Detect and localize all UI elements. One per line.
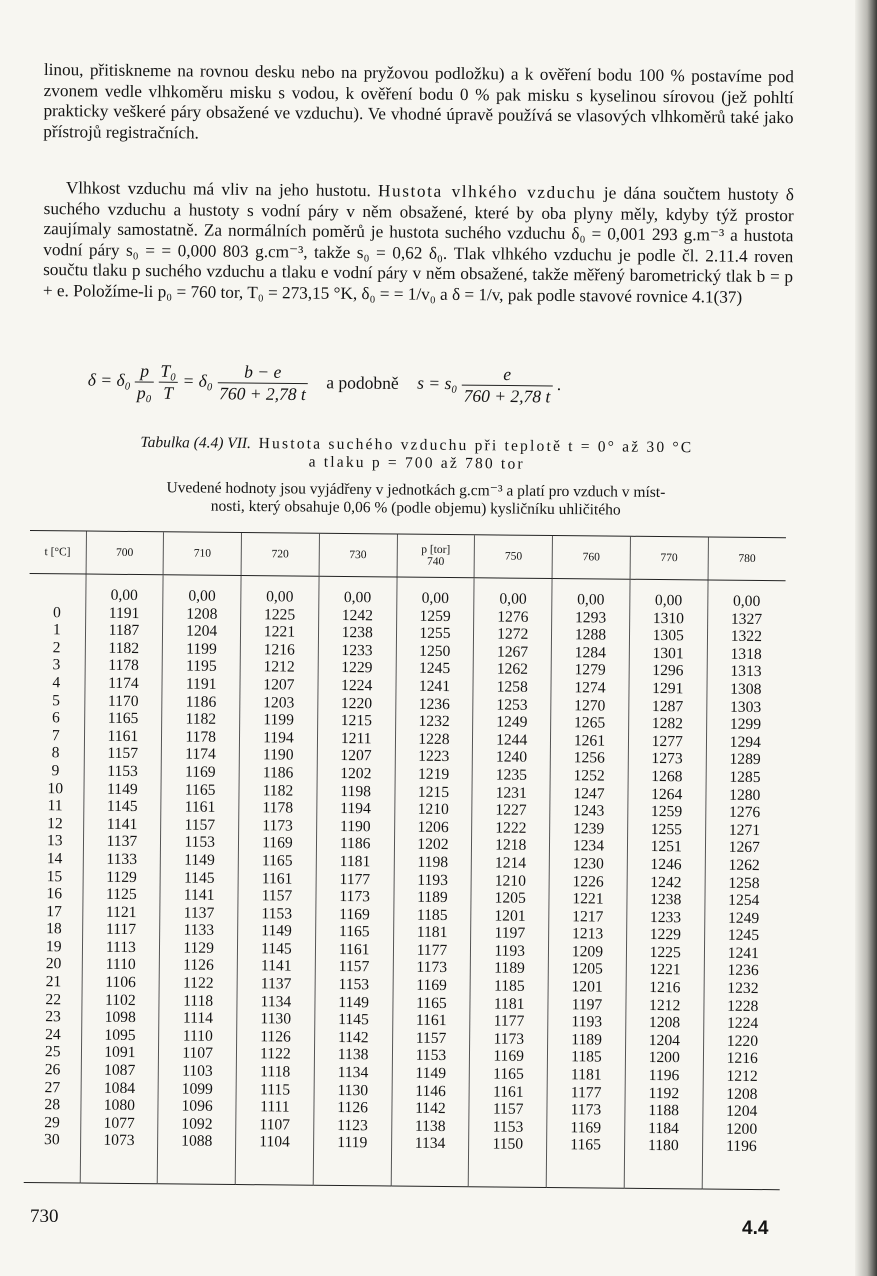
header-770: 770 <box>630 536 708 580</box>
header-720: 720 <box>241 533 319 577</box>
column-760: 0,00 1293 1288 1284 1279 1274 1270 1265 1261 1256 1252 1247 1243 1239 1234 1230 1226 1221 1217 1213 1209 1205 1201 1197 1193 1189 1185 1181 1177 1173 1169 1165 <box>546 579 630 1189</box>
formula-end: . <box>556 374 562 395</box>
column-710: 0,00 1208 1204 1199 1195 1191 1186 1182 1178 1174 1169 1165 1161 1157 1153 1149 1145 1141 1137 1133 1129 1126 1122 1118 1114 1110 1107 1103 1099 1096 1092 1088 <box>157 575 241 1185</box>
table-caption <box>44 433 790 476</box>
column-700: 0,00 1191 1187 1182 1178 1174 1170 1165 1161 1157 1153 1149 1145 1141 1137 1133 1129 1125 1121 1117 1113 1110 1106 1102 1098 1095 1091 1087 1084 1080 1077 1073 <box>80 574 164 1184</box>
formula-eq: = δ₀ <box>182 370 214 391</box>
column-720: 0,00 1225 1221 1216 1212 1207 1203 1199 1194 1190 1186 1182 1178 1173 1169 1165 1161 1157 1153 1149 1145 1141 1137 1134 1130 1126 1122 1118 1115 1111 1107 1104 <box>235 576 319 1186</box>
caption-label: Tabulka (4.4) VII. <box>140 433 252 452</box>
formula-rhs: s = s₀ <box>417 372 458 394</box>
formula-mid: a podobně <box>326 371 399 393</box>
paragraph-2-term: Hustota vlhkého vzduchu <box>378 181 597 203</box>
fraction-b-minus-e: $\frac{b - e}{760 + 2,78 t}$ <box>217 361 308 405</box>
header-710: 710 <box>163 532 241 576</box>
page-number: 730 <box>30 1206 59 1227</box>
header-740-value: 740 <box>426 555 445 568</box>
paragraph-2-body: je dána součtem hustoty δ suchého vzduchu a hustoty s vodní páry v něm obsažené, které by oba plyny měly, kdyby týž prostor zaujímaly samostatně. Za normálních poměrů je hustota suchého vzduchu δ₀ = 0,001 293 g.m⁻³ a hustota vodní páry s₀ = = 0,000 803 g.cm⁻³, takže s₀ = 0,62 δ₀. Tlak vlhkého vzduchu je podle čl. 2.11.4 roven součtu tlaku p suchého vzduchu a tlaku e vodní páry v něm obsažené, takže měřený barometrický tlak b = p + e. Položíme-li p₀ = 760 tor, T₀ = 273,15 °K, δ₀ = = 1/v₀ a δ = 1/v, pak podle stavové rovnice 4.1(37) <box>42 183 794 307</box>
fraction-p: $\frac{p}{\text{p₀}}$ <box>135 360 154 403</box>
column-770: 0,00 1310 1305 1301 1296 1291 1287 1282 1277 1273 1268 1264 1259 1255 1251 1246 1242 1238 1233 1229 1225 1221 1216 1212 1208 1204 1200 1196 1192 1188 1184 1180 <box>624 579 708 1189</box>
header-760: 760 <box>552 536 630 580</box>
temperature-column: 0 1 2 3 4 5 6 7 8 9 10 11 12 13 14 15 16 17 18 19 20 21 22 23 24 25 26 27 28 29 30 <box>24 573 86 1183</box>
density-table <box>24 530 786 1190</box>
table-header-row <box>30 531 786 581</box>
header-750: 750 <box>474 535 552 579</box>
table-body-row <box>24 573 786 1189</box>
column-730: 0,00 1242 1238 1233 1229 1224 1220 1215 1211 1207 1202 1198 1194 1190 1186 1181 1177 1173 1169 1165 1161 1157 1153 1149 1145 1142 1138 1134 1130 1126 1123 1119 <box>313 576 397 1186</box>
column-780: 0,00 1327 1322 1318 1313 1308 1303 1299 1294 1289 1285 1280 1276 1271 1267 1262 1258 1254 1249 1245 1241 1236 1232 1228 1224 1220 1216 1212 1208 1204 1200 1196 <box>702 580 786 1190</box>
column-750: 0,00 1276 1272 1267 1262 1258 1253 1249 1244 1240 1235 1231 1227 1222 1218 1214 1210 1205 1201 1197 1193 1189 1185 1181 1177 1173 1169 1165 1161 1157 1153 1150 <box>469 578 553 1188</box>
header-740 <box>397 534 475 578</box>
note-line-1: Uvedené hodnoty jsou vyjádřeny v jednotkách g.cm⁻³ a platí pro vzduch v míst- <box>166 479 666 502</box>
header-730: 730 <box>319 533 397 577</box>
paragraph-2-intro: Vlhkost vzduchu má vliv na jeho hustotu. <box>65 178 371 201</box>
density-table-wrapper <box>24 530 786 1182</box>
section-number: 4.4 <box>742 1218 769 1239</box>
density-formula <box>87 360 788 427</box>
header-temperature: t [°C] <box>30 531 86 575</box>
table-note <box>40 478 792 521</box>
caption-title-1: Hustota suchého vzduchu při teplotě t = 0° až 30 °C <box>258 435 694 457</box>
fraction-t: $\frac{\text{T₀}}{T}$ <box>158 361 178 404</box>
column-740: 0,00 1259 1255 1250 1245 1241 1236 1232 1228 1223 1219 1215 1210 1206 1202 1198 1193 1189 1185 1181 1177 1173 1169 1165 1161 1157 1153 1149 1146 1142 1138 1134 <box>391 577 475 1187</box>
note-line-2: nosti, který obsahuje 0,06 % (podle objemu) kysličníku uhličitého <box>210 497 621 519</box>
header-700: 700 <box>86 531 164 575</box>
paragraph-2 <box>43 178 794 309</box>
header-pressure-label: p [tor] <box>421 543 451 557</box>
book-binding-shadow <box>855 0 877 1276</box>
fraction-e: $\frac{e}{760 + 2,78 t}$ <box>462 364 553 408</box>
caption-title-2: a tlaku p = 700 až 780 tor <box>308 453 525 473</box>
paragraph-1: linou, přitiskneme na rovnou desku nebo na pryžovou podložku) a k ověření bodu 100 % postavíme pod zvonem vedle vlhkoměru misku s vodou, k ověření bodu 0 % pak misku s kyselinou sírovou (jež pohltí prakticky veškeré páry obsažené ve vzduchu). Ve vhodné úpravě používá se vlasových vlhkoměrů také jako přístrojů registračních. <box>43 60 794 143</box>
header-780: 780 <box>708 537 786 581</box>
formula-lhs: δ = δ₀ <box>87 369 131 390</box>
